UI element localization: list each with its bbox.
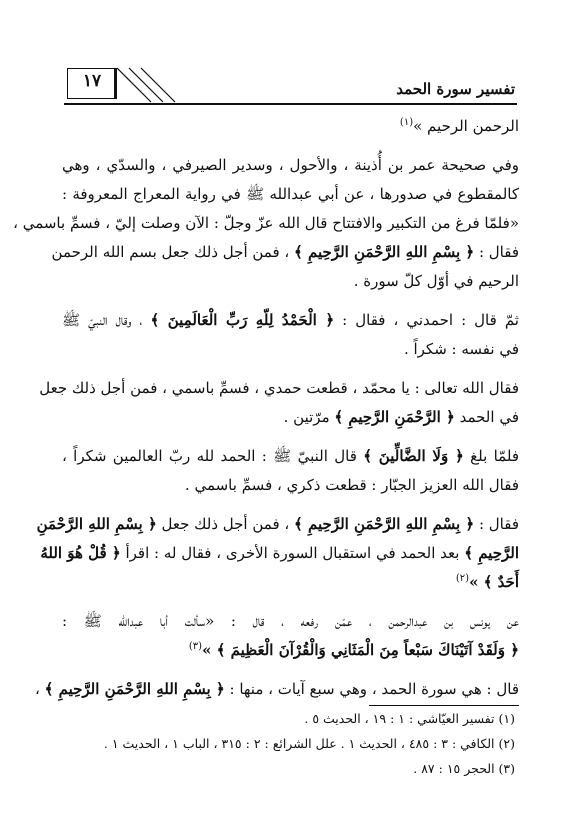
quran-verse: الرَّحِيمِ ﴾ — [464, 544, 519, 562]
main-text — [13, 112, 519, 704]
footnotes — [62, 706, 515, 781]
quran-verse: أَحَدٌ ﴾ » — [469, 573, 519, 591]
text-line: فقال الله العزيز الجبّار : قطعت ذكري ، فسمِّ باسمي . — [184, 476, 519, 494]
text-line: «فلمّا فرغ من التكبير والافتتاح قال الله عزّ وجلّ : الآن وصلت إليّ ، فسمِّ باسمي ، — [13, 214, 519, 232]
quran-verse: ﴿ قُلْ هُوَ اللهُ — [40, 544, 121, 562]
quran-verse: ﴿ الرَّحْمَنِ الرَّحِيمِ ﴾ — [334, 408, 455, 426]
text-line: الرحيم في أوّل كلّ سورة . — [353, 272, 519, 290]
text-line — [62, 568, 519, 597]
text-line: فلمّا بلغ ﴿ وَلَا الضَّالِّينَ ﴾ قال النبيّ ﷺ : الحمد لله ربّ العالمين شكراً ، — [62, 447, 519, 465]
page-number: ١٧ — [82, 71, 102, 91]
quran-verse: ﴿ بِسْمِ اللهِ الرَّحْمَنِ الرَّحِيمِ ﴾ — [44, 680, 225, 698]
quran-verse: ﴿ الْحَمْدُ لِلّهِ رَبِّ الْعَالَمِينَ ﴾ — [150, 311, 335, 329]
quran-verse: ﴿ بِسْمِ اللهِ الرَّحْمَنِ الرَّحِيمِ ﴾ — [294, 515, 475, 533]
running-header-title: تفسير سورة الحمد — [396, 80, 515, 98]
text-line: ثمّ قال : احمدني ، فقال : ﴿ الْحَمْدُ لِلّهِ رَبِّ الْعَالَمِينَ ﴾ ، وقال النبيّ ﷺ — [62, 311, 519, 329]
footnote: (١) تفسير العيّاشي : ١ : ١٩ ، الحديث ٥ . — [304, 711, 515, 726]
header-ornament-icon — [117, 66, 177, 104]
text-line: كالمقطوع في صدورها ، عن أبي عبدالله ﷺ في رواية المعراج المعروفة : — [62, 185, 519, 203]
text-line — [62, 636, 519, 665]
quran-verse: ﴿ وَلَقَدْ آتَيْنَاكَ سَبْعاً مِنَ الْمَثَانِي وَالْقُرْآنَ الْعَظِيمَ ﴾ » — [202, 641, 519, 659]
text-line: فقال : ﴿ بِسْمِ اللهِ الرَّحْمَنِ الرَّحِيمِ ﴾ ، فمن أجل ذلك جعل بسم الله الرحمن — [51, 243, 519, 261]
quran-verse: ﴿ وَلَا الضَّالِّينَ ﴾ — [363, 447, 464, 465]
text-line: الرَّحِيمِ ﴾ بعد الحمد في استقبال السورة الأخرى ، فقال له : اقرأ ﴿ قُلْ هُوَ اللهُ — [40, 544, 519, 562]
quran-verse: ﴿ بِسْمِ اللهِ الرَّحْمَنِ الرَّحِيمِ ﴾ — [294, 243, 475, 261]
footnote-ref: (٢) — [455, 573, 470, 584]
footnote: (٣) الحجر ١٥ : ٨٧ . — [413, 761, 515, 776]
footnote-ref: (٣) — [188, 641, 203, 652]
text-line: قال : هي سورة الحمد ، وهي سبع آيات ، منها : ﴿ بِسْمِ اللهِ الرَّحْمَنِ الرَّحِيمِ ﴾ ، — [34, 680, 519, 698]
text-line: وفي صحيحة عمر بن أُذينة ، والأحول ، وسدير الصيرفي ، والسدّي ، وهي — [62, 156, 519, 174]
footnote-ref: (١) — [399, 117, 414, 128]
footnote: (٢) الكافي : ٣ : ٤٨٥ ، الحديث ١ . علل الشرائع : ٢ : ٣١٥ ، الباب ١ ، الحديث ١ . — [103, 736, 515, 751]
text-line: الرحمن الرحيم »$^{(١)}$ — [399, 117, 519, 135]
text-line: عن يونس بن عبدالرحمن ، عمّن رفعه ، قال : «سألت أبا عبدالله ﷺ : — [62, 612, 519, 630]
quran-verse: ﴿ بِسْمِ اللهِ الرَّحْمَنِ — [36, 515, 157, 533]
text-line: في الحمد ﴿ الرَّحْمَنِ الرَّحِيمِ ﴾ مرّتين . — [283, 408, 519, 426]
text-line: فقال : ﴿ بِسْمِ اللهِ الرَّحْمَنِ الرَّحِيمِ ﴾ ، فمن أجل ذلك جعل ﴿ بِسْمِ اللهِ الرَّحْمَنِ — [36, 515, 519, 533]
text-line: فقال الله تعالى : يا محمّد ، قطعت حمدي ، فسمِّ باسمي ، فمن أجل ذلك جعل — [39, 379, 519, 397]
text-line: في نفسه : شكراً . — [403, 340, 519, 358]
